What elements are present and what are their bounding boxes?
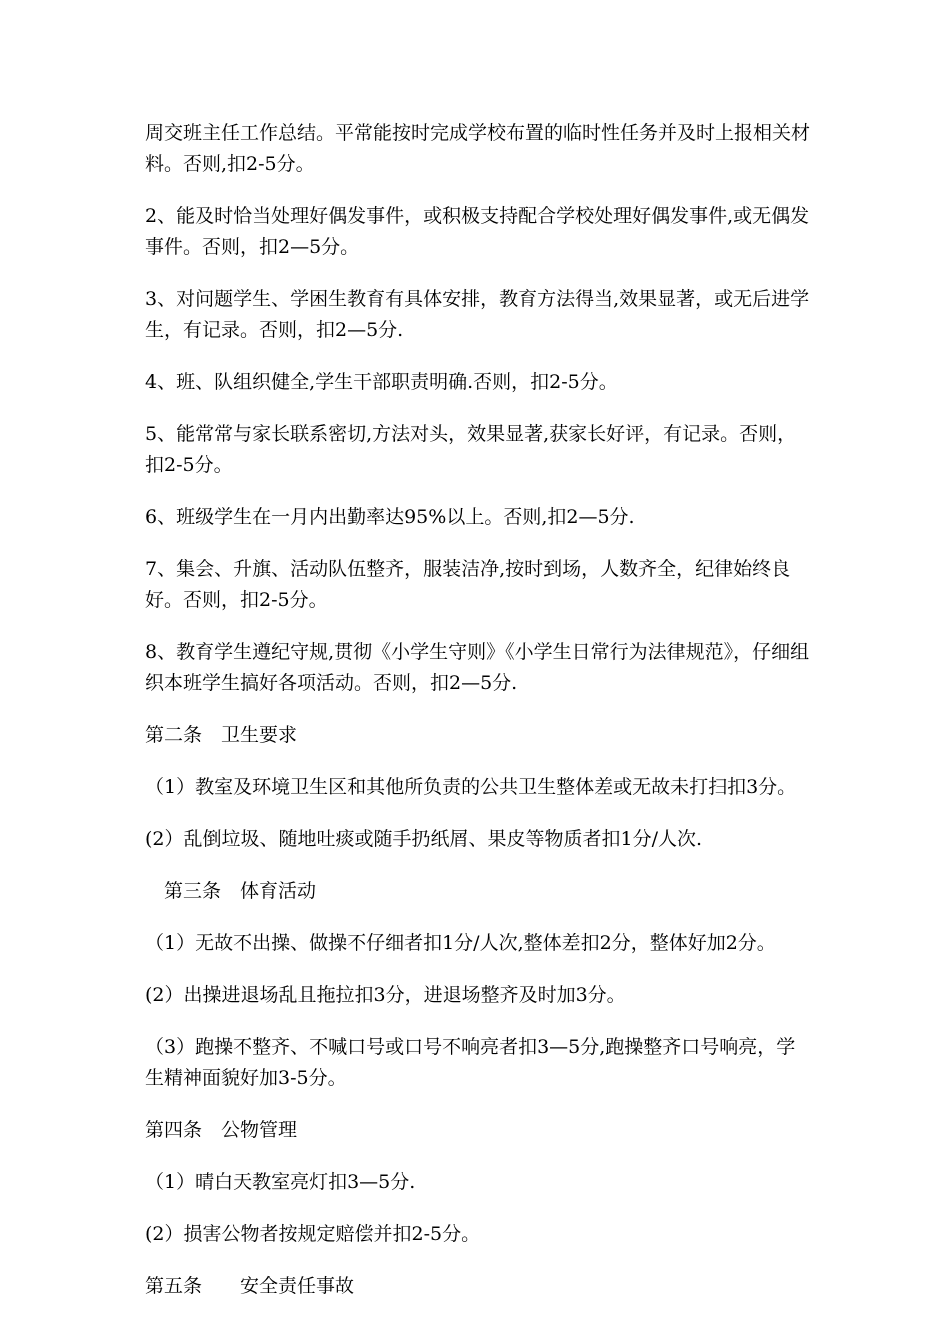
- document-body: [145, 118, 810, 1323]
- paragraph-discipline: 8、教育学生遵纪守规,贯彻《小学生守则》《小学生日常行为法律规范》，仔细组织本班学生搞好各项活动。否则，扣2—5分.: [145, 641, 810, 694]
- section-heading-hygiene: 第二条 卫生要求: [145, 724, 298, 746]
- section-heading-safety: 第五条 安全责任事故: [145, 1275, 355, 1297]
- paragraph-attendance: 6、班级学生在一月内出勤率达95%以上。否则,扣2—5分.: [145, 506, 635, 528]
- paragraph-property-1: （1）晴白天教室亮灯扣3—5分.: [145, 1171, 416, 1193]
- paragraph-problem-students: 3、对问题学生、学困生教育有具体安排，教育方法得当,效果显著，或无后进学生，有记录。否则，扣2—5分.: [145, 288, 810, 341]
- paragraph-sports-2: (2）出操进退场乱且拖拉扣3分，进退场整齐及时加3分。: [145, 984, 626, 1006]
- section-heading-property: 第四条 公物管理: [145, 1119, 298, 1141]
- paragraph-class-organization: 4、班、队组织健全,学生干部职责明确.否则，扣2-5分。: [145, 371, 618, 393]
- paragraph-assembly: 7、集会、升旗、活动队伍整齐，服装洁净,按时到场，人数齐全，纪律始终良好。否则，扣2-5分。: [145, 558, 791, 611]
- paragraph-hygiene-2: (2）乱倒垃圾、随地吐痰或随手扔纸屑、果皮等物质者扣1分/人次.: [145, 828, 703, 850]
- section-heading-sports: 第三条 体育活动: [145, 880, 317, 902]
- paragraph-class-teacher-summary: 周交班主任工作总结。平常能按时完成学校布置的临时性任务并及时上报相关材料。否则,扣2-5分。: [145, 122, 811, 175]
- paragraph-property-2: (2）损害公物者按规定赔偿并扣2-5分。: [145, 1223, 481, 1245]
- paragraph-sports-1: （1）无故不出操、做操不仔细者扣1分/人次,整体差扣2分，整体好加2分。: [145, 932, 776, 954]
- paragraph-hygiene-1: （1）教室及环境卫生区和其他所负责的公共卫生整体差或无故未打扫扣3分。: [145, 776, 797, 798]
- paragraph-incident-handling: 2、能及时恰当处理好偶发事件，或积极支持配合学校处理好偶发事件,或无偶发事件。否则，扣2—5分。: [145, 205, 810, 258]
- paragraph-parent-contact: 5、能常常与家长联系密切,方法对头，效果显著,获家长好评，有记录。否则，扣2-5分。: [145, 423, 797, 476]
- paragraph-sports-3: （3）跑操不整齐、不喊口号或口号不响亮者扣3—5分,跑操整齐口号响亮，学生精神面貌好加3-5分。: [145, 1036, 796, 1089]
